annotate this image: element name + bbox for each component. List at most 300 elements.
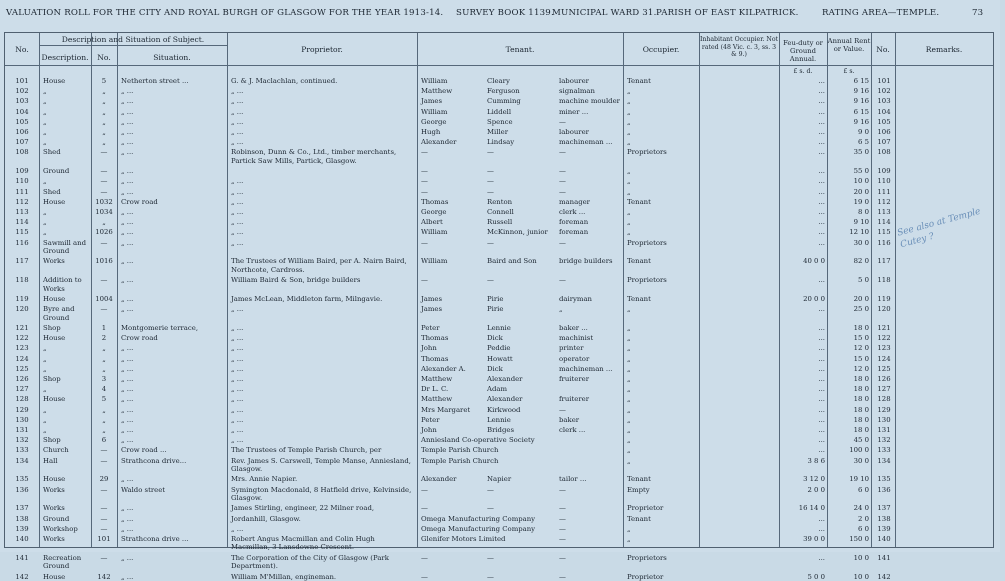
row-proprietor: „ ... [231,97,244,106]
row-no-right: 123 [877,344,891,353]
row-proprietor: The Corporation of the City of Glasgow (Park Department). [231,553,389,571]
row-no: 135 [15,475,29,484]
row-situation: Montgomerie terrace, [121,324,199,332]
row-annual-rent: 10 0 [853,177,869,186]
row-proprietor: „ ... [231,238,244,247]
row-number: 1026 [95,228,113,237]
row-occupier: Tenant [627,475,651,484]
row-no: 131 [15,426,29,434]
table-row [5,228,993,237]
table-row [5,395,993,404]
row-tenant-surname: — [487,572,494,581]
row-annual-rent: 18 0 [853,385,869,394]
row-occupier: „ [627,364,631,373]
row-description: Addition to Works [43,276,82,293]
row-annual-rent: 18 0 [853,405,869,414]
row-feu-duty: 3 12 0 [803,475,825,484]
row-description: „ [43,218,47,227]
row-no: 124 [15,354,29,363]
table-row [5,515,993,524]
row-tenant-forename: Omega Manufacturing Company [421,514,536,523]
table-row [5,535,993,552]
row-tenant-surname: Russell [487,218,513,227]
row-annual-rent: 19 10 [849,475,869,484]
row-occupier: Tenant [627,197,651,206]
row-number: — [100,187,108,196]
row-occupier: „ [627,395,631,404]
row-description: Shed [43,187,61,196]
row-no-right: 130 [877,415,891,424]
row-feu-duty: ... [818,426,825,434]
row-feu-duty: ... [818,324,825,332]
row-occupier: „ [627,415,631,424]
row-description: „ [43,128,47,136]
row-number: 1016 [95,257,113,266]
row-number: „ [102,87,106,96]
row-description: „ [43,87,47,96]
row-no: 109 [15,167,29,176]
row-tenant-forename: — [421,177,428,186]
row-number: 101 [97,535,111,543]
row-tenant-surname: Dick [487,364,503,373]
row-feu-duty: ... [818,415,825,424]
row-occupier: „ [627,535,631,543]
col-no-right: No. [876,45,890,54]
row-no-right: 120 [877,305,891,314]
row-number: 1004 [95,295,113,303]
row-situation: „ ... [121,128,134,136]
row-feu-duty: ... [818,334,825,343]
col-proprietor: Proprietor. [301,45,343,54]
row-number: 1034 [95,208,113,216]
table-row [5,436,993,445]
row-number: — [100,177,108,186]
row-annual-rent: 9 16 [853,87,869,96]
row-number: — [100,553,108,562]
row-annual-rent: 18 0 [853,375,869,383]
row-occupier: Proprietors [627,148,667,157]
row-proprietor: „ ... [231,395,244,404]
row-proprietor: „ ... [231,305,244,314]
row-description: „ [43,344,47,353]
table-row [5,276,993,293]
row-tenant-occupation: — [559,238,566,247]
row-situation: „ ... [121,364,134,373]
table-row [5,177,993,186]
row-tenant-surname: Lennie [487,324,511,332]
row-proprietor: The Trustees of William Baird, per A. Nairn Baird, Northcote, Cardross. [231,257,407,274]
row-proprietor: „ ... [231,87,244,96]
row-annual-rent: 30 0 [853,456,869,465]
row-annual-rent: 20 0 [853,187,869,196]
row-feu-duty: ... [818,514,825,523]
row-description: House [43,77,66,85]
row-number: — [100,456,108,465]
row-tenant-occupation: „ [559,305,563,314]
row-description: House [43,197,66,206]
row-tenant-occupation: — [559,524,566,533]
row-description: „ [43,97,47,106]
row-tenant-forename: Albert [421,218,443,227]
row-tenant-surname: Dick [487,334,503,343]
row-description: Shed [43,148,61,157]
row-tenant-occupation: — [559,405,566,414]
row-situation: „ ... [121,475,134,484]
row-situation: „ ... [121,405,134,414]
valuation-table [4,32,994,581]
row-feu-duty: ... [818,385,825,394]
row-situation: „ ... [121,395,134,404]
row-tenant-forename: Hugh [421,128,441,136]
row-tenant-forename: — [421,187,428,196]
row-no: 123 [15,344,29,353]
row-occupier: „ [627,218,631,227]
row-tenant-occupation: — [559,167,566,176]
row-tenant-surname: — [487,148,494,157]
row-tenant-surname: Pirie [487,295,504,303]
row-no-right: 129 [877,405,891,414]
table-row [5,457,993,474]
row-no: 126 [15,375,29,383]
row-no: 125 [15,364,29,373]
row-feu-duty: ... [818,344,825,353]
row-situation: „ ... [121,208,134,216]
row-tenant-surname: Napier [487,475,512,484]
row-feu-duty: ... [818,228,825,237]
row-proprietor: Robinson, Dunn & Co., Ltd., timber merchants, Partick Saw Mills, Partick, Glasgow. [231,148,397,165]
row-situation: „ ... [121,553,134,562]
row-number: „ [102,117,106,126]
row-description: „ [43,426,47,434]
row-tenant-surname: Spence [487,117,513,126]
row-no-right: 102 [877,87,891,96]
row-feu-duty: ... [818,276,825,285]
row-tenant-forename: Temple Parish Church [421,446,499,455]
row-proprietor: Robert Angus Macmillan and Colin Hugh Macmillan, 3 Lansdowne Crescent. [231,535,375,552]
row-proprietor: The Trustees of Temple Parish Church, per [231,446,382,455]
row-description: Workshop [43,524,78,533]
row-tenant-forename: William [421,77,448,85]
row-annual-rent: 24 0 [853,504,869,513]
row-situation: „ ... [121,295,134,303]
row-feu-duty: ... [818,177,825,186]
row-no-right: 114 [877,218,891,227]
row-tenant-surname: Baird and Son [487,257,537,266]
row-no: 102 [15,87,29,96]
row-no-right: 113 [877,208,891,216]
row-no-right: 101 [877,77,891,85]
row-tenant-occupation: labourer [559,77,589,85]
row-proprietor: Mrs. Annie Napier. [231,475,298,484]
row-annual-rent: 10 0 [853,553,869,562]
row-description: Hall [43,456,58,465]
row-tenant-surname: Liddell [487,107,512,116]
row-description: Recreation Ground [43,553,82,571]
row-description: Works [43,504,65,513]
row-annual-rent: 9 16 [853,97,869,106]
row-occupier: „ [627,107,631,116]
row-tenant-forename: Mrs Margaret [421,405,471,414]
row-description: „ [43,228,47,237]
row-tenant-occupation: — [559,553,566,562]
page-number: 73 [972,8,984,18]
table-row [5,138,993,147]
row-tenant-occupation: — [559,504,566,513]
row-number: — [100,167,108,176]
row-occupier: Proprietors [627,238,667,247]
row-tenant-occupation: — [559,514,566,523]
row-number: „ [102,344,106,353]
row-occupier: „ [627,117,631,126]
row-no-right: 112 [877,197,891,206]
row-tenant-forename: Anniesland Co-operative Society [421,436,535,445]
row-description: „ [43,138,47,147]
row-occupier: „ [627,426,631,434]
row-no: 107 [15,138,29,147]
row-annual-rent: 25 0 [853,305,869,314]
row-no: 113 [15,208,29,216]
row-feu-duty: 16 14 0 [798,504,825,513]
row-situation: Crow road [121,334,158,343]
row-situation: „ ... [121,117,134,126]
row-tenant-forename: Peter [421,324,440,332]
row-situation: „ ... [121,572,134,581]
row-no-right: 140 [877,535,891,543]
row-no-right: 133 [877,446,891,455]
row-proprietor: James McLean, Middleton farm, Milngavie. [231,295,383,303]
row-tenant-occupation: printer [559,344,584,353]
row-tenant-surname: Lennie [487,415,511,424]
row-number: — [100,504,108,513]
row-proprietor: „ ... [231,107,244,116]
row-occupier: „ [627,187,631,196]
parish: PARISH OF EAST KILPATRICK. [656,8,799,18]
row-situation: „ ... [121,354,134,363]
roll-title: VALUATION ROLL FOR THE CITY AND ROYAL BURGH OF GLASGOW FOR THE YEAR 1913-14. [6,8,444,18]
row-situation: „ ... [121,228,134,237]
row-number: „ [102,415,106,424]
row-tenant-surname: Ferguson [487,87,520,96]
table-row [5,406,993,415]
row-no: 110 [15,177,29,186]
row-no-right: 116 [877,238,891,247]
row-tenant-surname: — [487,553,494,562]
row-tenant-forename: William [421,257,448,266]
col-remarks: Remarks. [925,45,963,54]
row-tenant-surname: Adam [487,385,508,394]
row-no: 108 [15,148,29,157]
row-tenant-occupation: machinist [559,334,594,343]
row-no: 103 [15,97,29,106]
row-tenant-occupation: machine moulder [559,97,620,106]
row-number: 2 [101,334,107,343]
row-proprietor: „ ... [231,208,244,216]
row-proprietor: „ ... [231,364,244,373]
row-occupier: Tenant [627,257,651,266]
row-feu-duty: 5 0 0 [807,572,825,581]
row-description: Works [43,535,65,543]
row-number: „ [102,405,106,414]
row-feu-duty: ... [818,436,825,445]
row-tenant-surname: — [487,167,494,176]
row-situation: „ ... [121,148,134,157]
row-situation: „ ... [121,436,134,445]
row-situation: „ ... [121,375,134,383]
row-feu-duty: ... [818,117,825,126]
row-occupier: Proprietors [627,553,667,562]
row-tenant-forename: — [421,276,428,285]
table-row [5,257,993,274]
table-row [5,97,993,106]
row-annual-rent: 18 0 [853,415,869,424]
row-no-right: 125 [877,364,891,373]
row-no-right: 107 [877,138,891,147]
row-feu-duty: 39 0 0 [803,535,825,543]
row-no: 116 [15,238,29,247]
row-no-right: 139 [877,524,891,533]
survey-book: SURVEY BOOK 1139. [456,8,554,18]
row-number: „ [102,107,106,116]
row-tenant-occupation: operator [559,354,590,363]
table-row [5,239,993,256]
row-no-right: 142 [877,572,891,581]
row-situation: „ ... [121,238,134,247]
row-feu-duty: 40 0 0 [803,257,825,266]
table-row [5,385,993,394]
row-proprietor: „ ... [231,117,244,126]
row-no-right: 108 [877,148,891,157]
row-tenant-forename: — [421,148,428,157]
row-description: House [43,395,66,404]
row-number: „ [102,128,106,136]
row-annual-rent: 18 0 [853,324,869,332]
row-number: — [100,446,108,455]
row-annual-rent: 6 5 [858,138,869,147]
row-annual-rent: 9 10 [853,218,869,227]
row-situation: Crow road [121,197,158,206]
row-feu-duty: 20 0 0 [803,295,825,303]
row-situation: „ ... [121,305,134,314]
row-tenant-occupation: miner ... [559,107,589,116]
row-tenant-occupation: baker [559,415,580,424]
row-description: Ground [43,514,70,523]
row-tenant-occupation: fruiterer [559,375,589,383]
row-annual-rent: 30 0 [853,238,869,247]
table-row [5,218,993,227]
row-occupier: „ [627,97,631,106]
row-no-right: 109 [877,167,891,176]
row-proprietor: James Stirling, engineer, 22 Milner road, [231,504,375,513]
col-situation: Situation. [153,53,191,62]
row-occupier: Proprietors [627,276,667,285]
row-tenant-forename: — [421,553,428,562]
row-no-right: 103 [877,97,891,106]
row-proprietor: „ ... [231,426,244,434]
row-tenant-forename: — [421,167,428,176]
row-tenant-surname: Pirie [487,305,504,314]
row-occupier: Proprietor [627,572,664,581]
row-proprietor: „ ... [231,524,244,533]
table-row [5,426,993,435]
rent-units: £ s. [843,68,855,75]
row-description: „ [43,354,47,363]
row-occupier: „ [627,334,631,343]
row-situation: Waldo street [121,485,166,494]
row-proprietor: „ ... [231,324,244,332]
row-proprietor: „ ... [231,218,244,227]
row-feu-duty: ... [818,405,825,414]
row-feu-duty: ... [818,77,825,85]
col-description: Description. [41,53,89,62]
row-feu-duty: ... [818,138,825,147]
row-feu-duty: ... [818,218,825,227]
row-situation: „ ... [121,167,134,176]
row-number: — [100,148,108,157]
row-no: 105 [15,117,29,126]
col-inhabitant-occupier: Inhabitant Occupier. Not rated (48 Vic. c. 3, ss. 3 & 9.) [699,36,779,59]
feu-units: £ s. d. [793,68,813,75]
row-feu-duty: ... [818,148,825,157]
table-row [5,446,993,455]
row-description: „ [43,415,47,424]
row-feu-duty: ... [818,524,825,533]
row-proprietor: „ ... [231,405,244,414]
row-situation: „ ... [121,524,134,533]
col-number: No. [97,53,111,62]
row-occupier: „ [627,177,631,186]
row-description: House [43,334,66,343]
row-no: 112 [15,197,29,206]
row-feu-duty: ... [818,167,825,176]
row-tenant-surname: — [487,504,494,513]
row-tenant-surname: Alexander [487,395,523,404]
row-occupier: „ [627,208,631,216]
row-description: House [43,295,66,303]
row-annual-rent: 9 0 [858,128,869,136]
row-no: 127 [15,385,29,394]
row-situation: „ ... [121,97,134,106]
row-occupier: „ [627,354,631,363]
row-tenant-forename: Temple Parish Church [421,456,499,465]
row-no-right: 131 [877,426,891,434]
row-number: — [100,276,108,285]
row-occupier: „ [627,436,631,445]
row-tenant-forename: William [421,228,448,237]
col-no: No. [15,45,29,54]
row-proprietor: „ ... [231,375,244,383]
row-tenant-occupation: labourer [559,128,589,136]
row-description: Sawmill and Ground [43,238,87,255]
row-tenant-occupation: — [559,187,566,196]
row-tenant-occupation: manager [559,197,590,206]
row-annual-rent: 6 15 [853,107,869,116]
row-proprietor: William Baird & Son, bridge builders [231,276,361,285]
row-number: — [100,305,108,314]
row-tenant-forename: — [421,572,428,581]
row-number: — [100,514,108,523]
row-no: 120 [15,305,29,314]
row-annual-rent: 2 0 [858,514,869,523]
row-tenant-forename: Thomas [421,197,449,206]
row-no-right: 138 [877,514,891,523]
table-row [5,167,993,176]
row-occupier: „ [627,446,631,455]
row-number: „ [102,364,106,373]
row-tenant-forename: Matthew [421,87,453,96]
row-number: — [100,238,108,247]
row-no: 114 [15,218,29,227]
row-no: 133 [15,446,29,455]
